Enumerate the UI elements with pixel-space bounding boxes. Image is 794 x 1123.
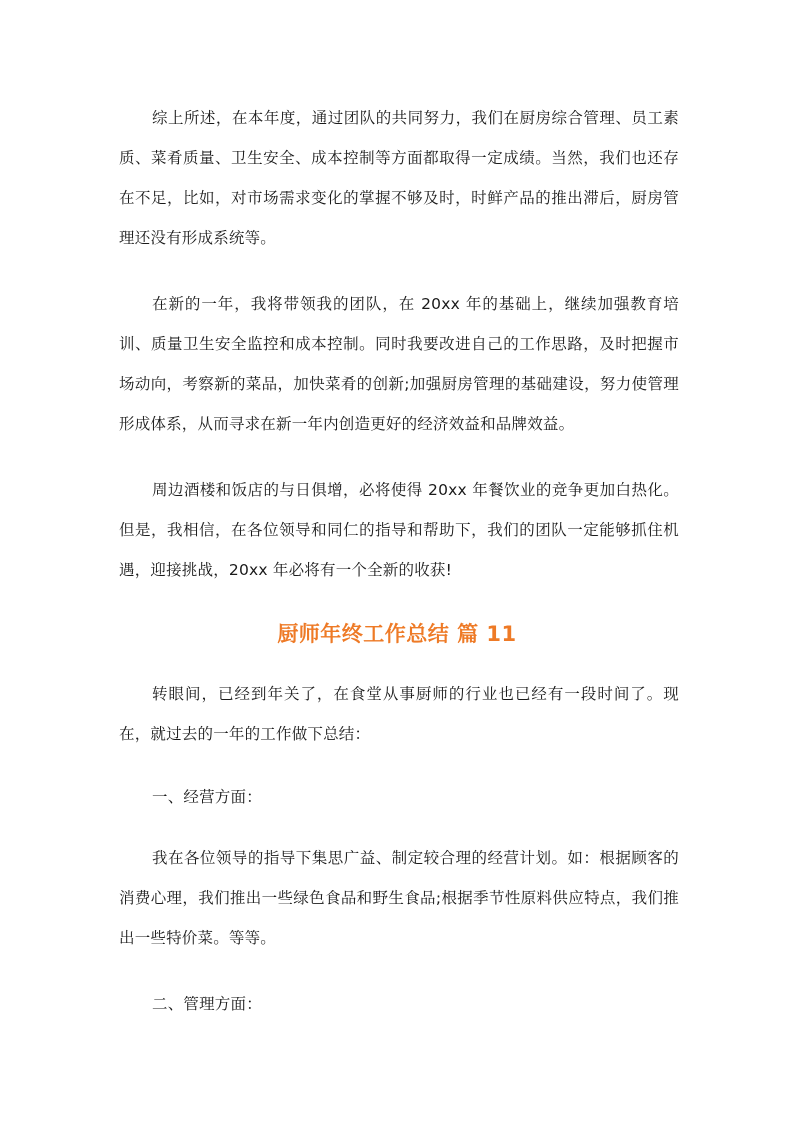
paragraph-competition: 周边酒楼和饭店的与日俱增，必将使得 20xx 年餐饮业的竞争更加白热化。但是，我相信，在各位领导和同仁的指导和帮助下，我们的团队一定能够抓住机遇，迎接挑战，20xx 年必将有一个全新的收获!	[119, 481, 679, 579]
paragraph-business: 我在各位领导的指导下集思广益、制定较合理的经营计划。如：根据顾客的消费心理，我们推出一些绿色食品和野生食品;根据季节性原料供应特点，我们推出一些特价菜。等等。	[119, 849, 679, 947]
section-title: 厨师年终工作总结 篇 11	[277, 622, 517, 646]
paragraph-new-year-plan: 在新的一年，我将带领我的团队，在 20xx 年的基础上，继续加强教育培训、质量卫生安全监控和成本控制。同时我要改进自己的工作思路，及时把握市场动向，考察新的菜品，加快菜肴的创新;加强厨房管理的基础建设，努力使管理形成体系，从而寻求在新一年内创造更好的经济效益和品牌效益。	[119, 295, 679, 433]
paragraph-summary: 综上所述，在本年度，通过团队的共同努力，我们在厨房综合管理、员工素质、菜肴质量、卫生安全、成本控制等方面都取得一定成绩。当然，我们也还存在不足，比如，对市场需求变化的掌握不够及时，时鲜产品的推出滞后，厨房管理还没有形成系统等。	[119, 109, 679, 247]
paragraph-intro: 转眼间，已经到年关了，在食堂从事厨师的行业也已经有一段时间了。现在，就过去的一年的工作做下总结：	[119, 685, 679, 743]
heading-management: 二、管理方面：	[152, 995, 262, 1013]
heading-business: 一、经营方面：	[152, 788, 262, 806]
